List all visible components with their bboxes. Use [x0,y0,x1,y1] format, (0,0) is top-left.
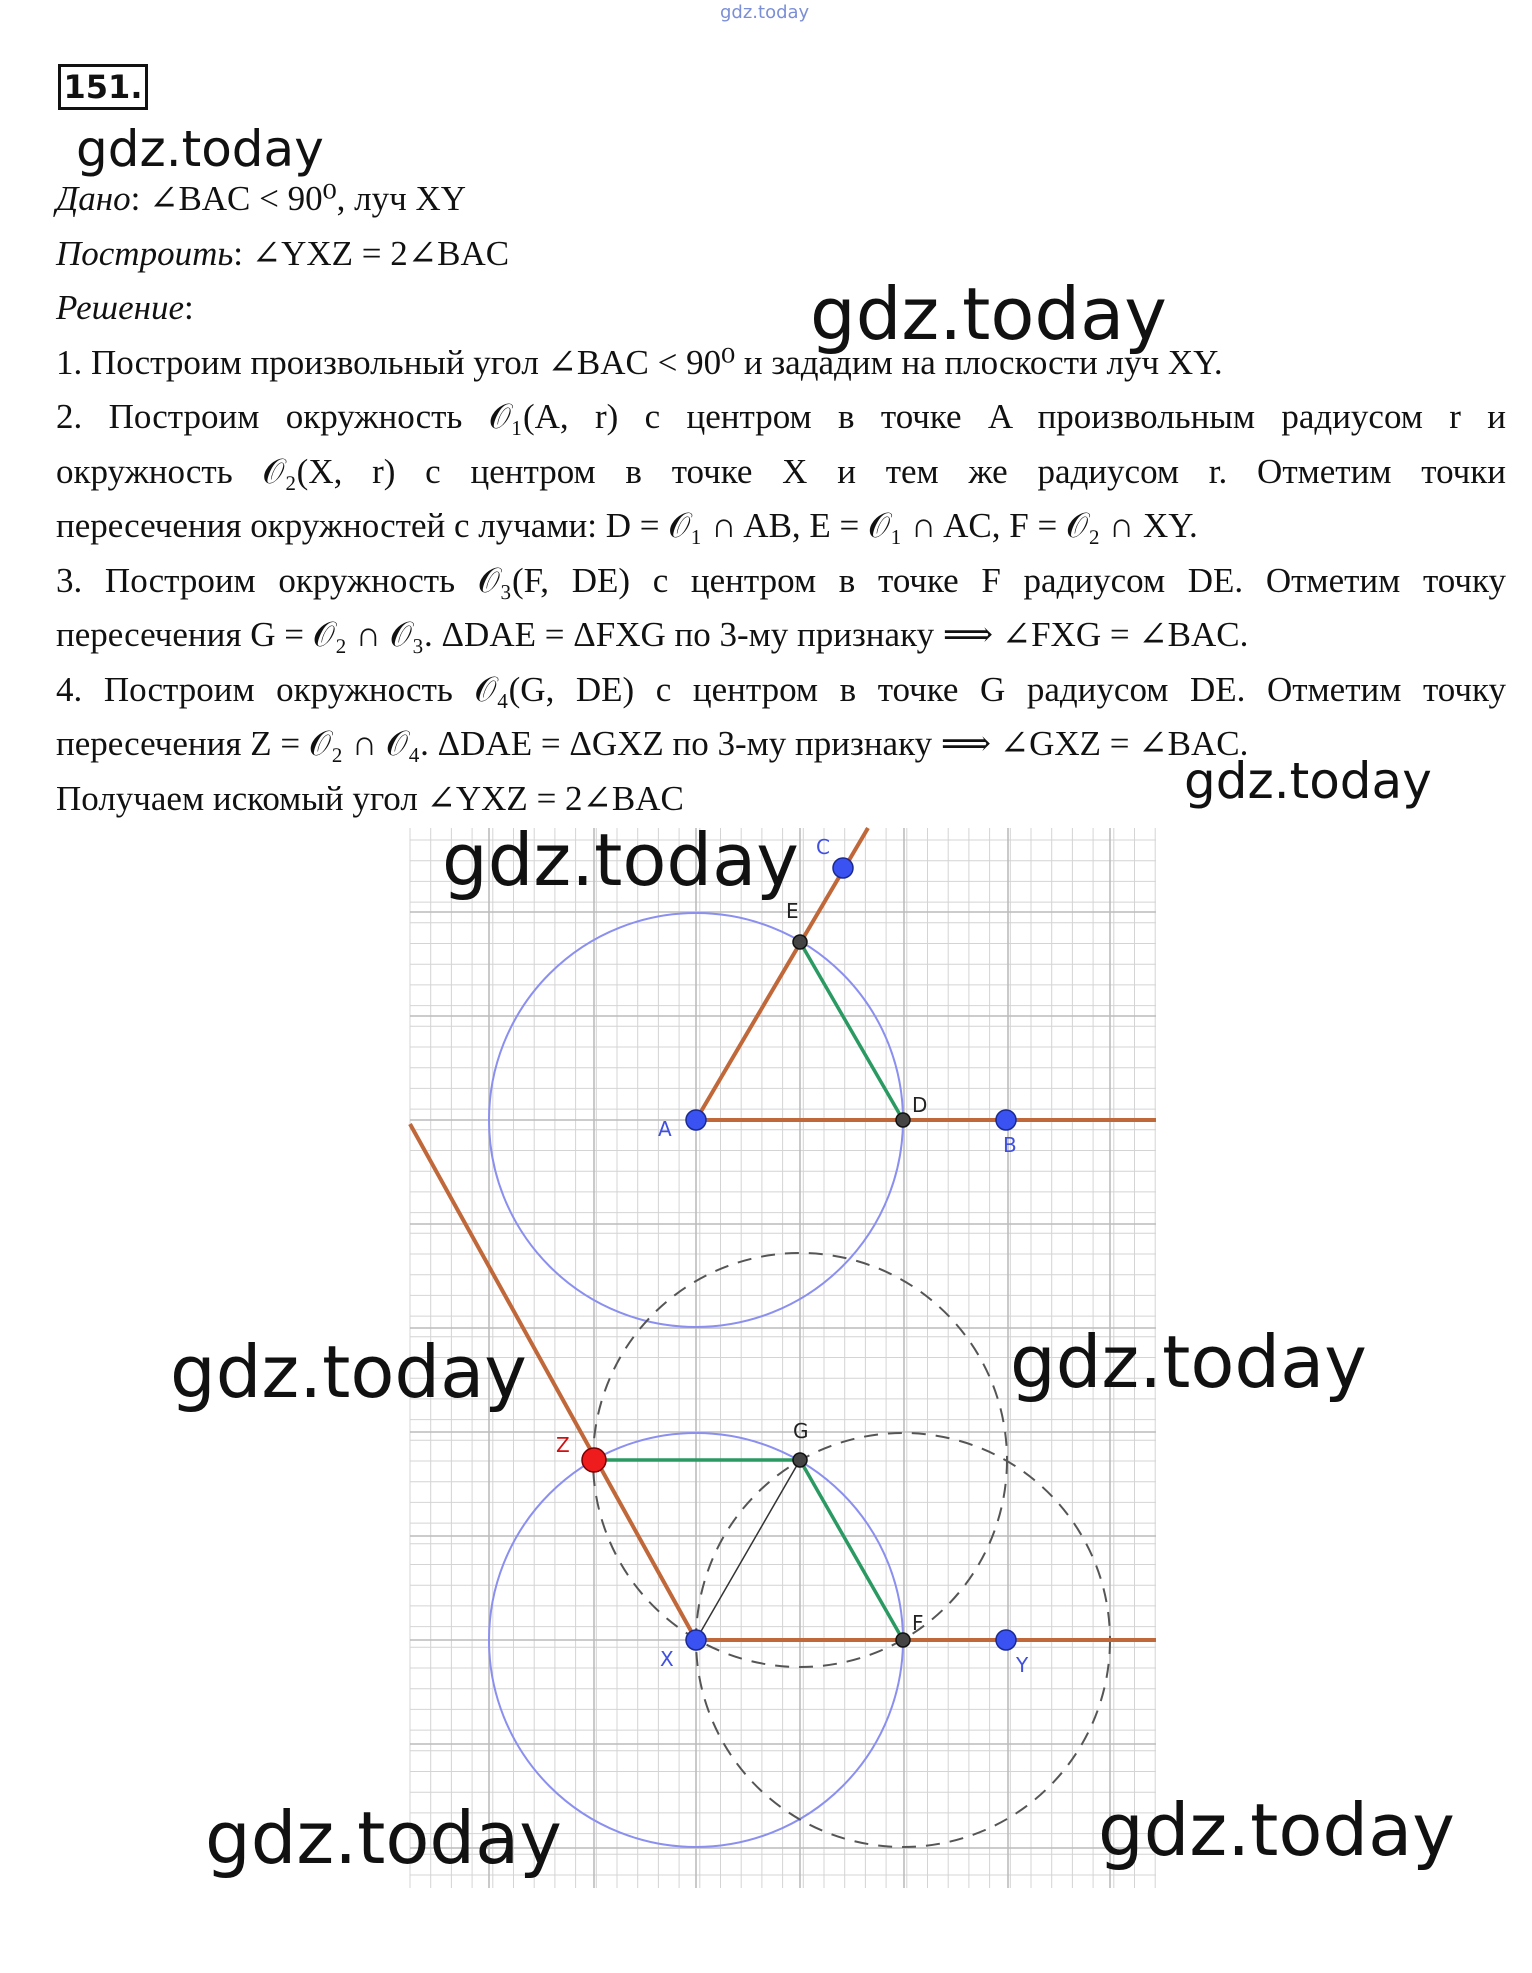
step-line: окружность 𝒪₂(X, r) с центром в точке X и тем же радиусом r. Отметим точки [56,451,1506,491]
watermark: gdz.today [1010,1320,1367,1404]
step-line: 3. Построим окружность 𝒪₃(F, DE) с центром в точке F радиусом DE. Отметим точку [56,560,1506,600]
point-y [996,1630,1016,1650]
point-labels [556,835,1029,1677]
watermark: gdz.today [1184,752,1432,810]
watermark: gdz.today [810,272,1167,356]
point-d [896,1113,910,1127]
label-d: D [912,1093,928,1117]
step-line: 4. Построим окружность 𝒪₄(G, DE) с центром в точке G радиусом DE. Отметим точку [56,669,1506,709]
label-g: G [793,1419,809,1443]
step-line: пересечения Z = 𝒪₂ ∩ 𝒪₄. ΔDAE = ΔGXZ по 3-му признаку ⟹ ∠GXZ = ∠BAC. [56,724,1249,763]
label-y: Y [1016,1653,1029,1677]
watermark: gdz.today [1098,1788,1455,1872]
top-watermark: gdz.today [720,2,810,23]
step-line: Получаем искомый угол ∠YXZ = 2∠BAC [56,778,684,818]
point-g [793,1453,807,1467]
label-e: E [786,899,799,923]
given-label: Дано [56,179,131,218]
point-f [896,1633,910,1647]
point-b [996,1110,1016,1130]
label-f: F [912,1611,924,1635]
point-a [686,1110,706,1130]
construct-text: : ∠YXZ = 2∠BAC [233,233,510,273]
point-e [793,935,807,949]
solution-colon: : [184,288,194,327]
solution-label: Решение [56,288,185,327]
step-line: 1. Построим произвольный угол ∠BAC < 90⁰ и зададим на плоскости луч XY. [56,342,1223,382]
given-text: : ∠BAC < 90⁰, луч XY [130,179,467,218]
label-x: X [660,1647,674,1671]
segment-de [800,942,903,1120]
point-x [686,1630,706,1650]
label-a: A [658,1117,672,1141]
step-line: пересечения окружностей с лучами: D = 𝒪₁ ∩ AB, E = 𝒪₁ ∩ AC, F = 𝒪₂ ∩ XY. [56,506,1198,545]
step-line: пересечения G = 𝒪₂ ∩ 𝒪₃. ΔDAE = ΔFXG по 3-му признаку ⟹ ∠FXG = ∠BAC. [56,615,1249,654]
point-c [833,858,853,878]
label-c: C [816,835,830,859]
watermark: gdz.today [170,1330,527,1414]
label-z: Z [556,1433,570,1457]
watermark: gdz.today [442,818,799,902]
point-z [582,1448,606,1472]
segment-gf [800,1460,903,1640]
problem-number: 151. [58,64,148,110]
construct-label: Построить [56,233,234,273]
watermark: gdz.today [76,120,324,178]
step-line: 2. Построим окружность 𝒪₁(A, r) с центром в точке A произвольным радиусом r и [56,397,1506,436]
segment-xg [696,1460,800,1640]
label-b: B [1003,1133,1017,1157]
watermark: gdz.today [205,1796,562,1880]
